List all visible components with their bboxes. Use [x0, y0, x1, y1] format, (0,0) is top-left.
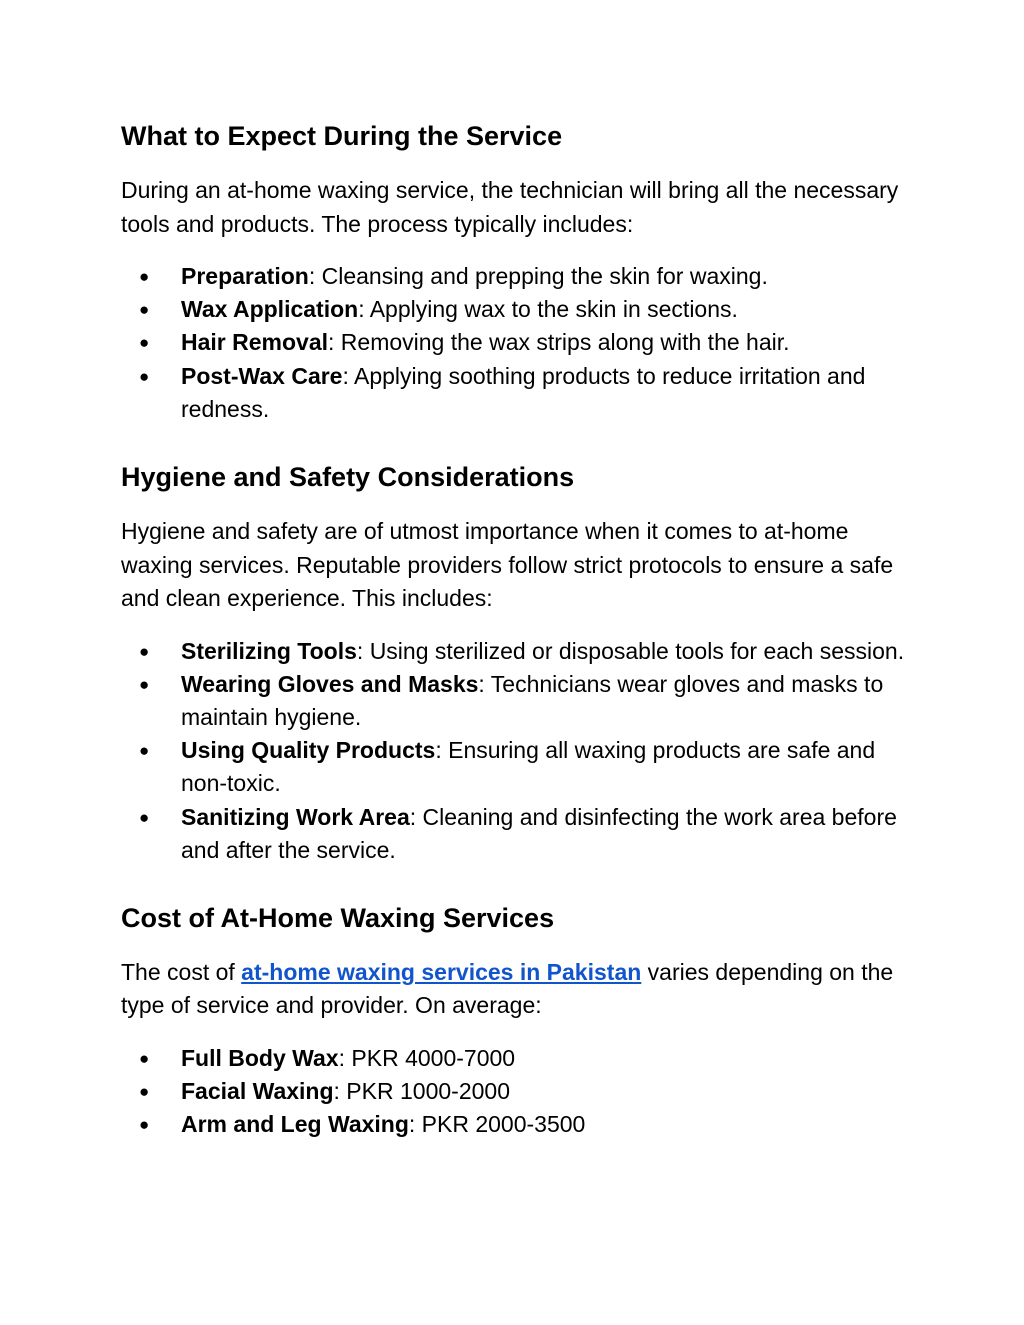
list-item — [121, 734, 911, 800]
section-paragraph-what-to-expect: During an at-home waxing service, the technician will bring all the necessary tools and products. The process typically includes: — [121, 177, 899, 237]
list-item-desc: : PKR 1000-2000 — [333, 1078, 510, 1105]
bullet-icon: ● — [139, 807, 150, 827]
bullet-icon: ● — [139, 641, 150, 661]
list-item-term: Preparation — [181, 263, 309, 289]
list-item-term: Using Quality Products — [181, 737, 436, 764]
list-item-term: Wax Application — [181, 296, 359, 323]
pakistan-waxing-link[interactable]: at-home waxing services in Pakistan — [241, 958, 642, 985]
list-item-term: Arm and Leg Waxing — [181, 1111, 409, 1138]
list-item-desc: : PKR 2000-3500 — [408, 1111, 586, 1138]
bullet-icon: ● — [139, 267, 150, 286]
list-item — [121, 668, 911, 734]
list-item-desc: : Applying wax to the skin in sections. — [358, 296, 738, 323]
bullet-icon: ● — [139, 300, 150, 320]
list-item — [121, 1075, 911, 1108]
list-item-desc: : Removing the wax strips along with the hair. — [328, 329, 790, 356]
list-item — [121, 293, 911, 326]
list-item — [121, 260, 911, 293]
section-paragraph-cost — [121, 956, 911, 1023]
list-item-term: Sterilizing Tools — [181, 637, 357, 664]
list-item — [121, 326, 911, 359]
bullet-icon: ● — [139, 1115, 150, 1135]
section-heading-what-to-expect: What to Expect During the Service — [121, 121, 563, 151]
bullet-icon: ● — [139, 333, 150, 353]
cost-list — [121, 1042, 911, 1142]
list-item-term: Sanitizing Work Area — [181, 803, 410, 830]
paragraph-text: varies depending on the type of service and provider. On average: — [121, 958, 894, 1019]
section-paragraph-hygiene: Hygiene and safety are of utmost importance when it comes to at-home waxing services. Reputable providers follow strict protocols to ensure a safe and clean experience. This includes: — [121, 518, 894, 612]
list-item — [121, 1042, 911, 1075]
list-item-desc: : Technicians wear gloves and masks to maintain hygiene. — [181, 670, 884, 730]
hygiene-list — [121, 635, 911, 867]
list-item-term: Post-Wax Care — [181, 362, 343, 389]
section-heading-hygiene: Hygiene and Safety Considerations — [121, 462, 575, 493]
list-item-desc: : PKR 4000-7000 — [338, 1044, 516, 1071]
list-item-desc: : Cleaning and disinfecting the work area before and after the service. — [181, 803, 897, 863]
section-heading-cost: Cost of At-Home Waxing Services — [121, 902, 555, 933]
paragraph-text: The cost of — [121, 958, 242, 985]
list-item — [121, 635, 911, 668]
list-item-term: Hair Removal — [181, 329, 329, 356]
bullet-icon: ● — [139, 674, 150, 694]
process-list — [121, 260, 911, 426]
bullet-icon: ● — [139, 366, 150, 386]
list-item — [121, 1108, 911, 1141]
list-item-desc: : Cleansing and prepping the skin for waxing. — [308, 263, 768, 289]
list-item-desc: : Using sterilized or disposable tools for each session. — [356, 637, 905, 664]
list-item — [121, 801, 911, 867]
list-item-desc: : Applying soothing products to reduce irritation and redness. — [181, 362, 866, 422]
bullet-icon: ● — [139, 741, 150, 761]
list-item-term: Facial Waxing — [181, 1078, 334, 1105]
list-item-desc: : Ensuring all waxing products are safe and non-toxic. — [181, 737, 876, 797]
list-item — [121, 360, 911, 426]
list-item-term: Wearing Gloves and Masks — [181, 670, 479, 697]
bullet-icon: ● — [139, 1048, 150, 1068]
bullet-icon: ● — [139, 1082, 150, 1102]
document-page — [121, 118, 911, 1142]
list-item-term: Full Body Wax — [181, 1044, 339, 1071]
